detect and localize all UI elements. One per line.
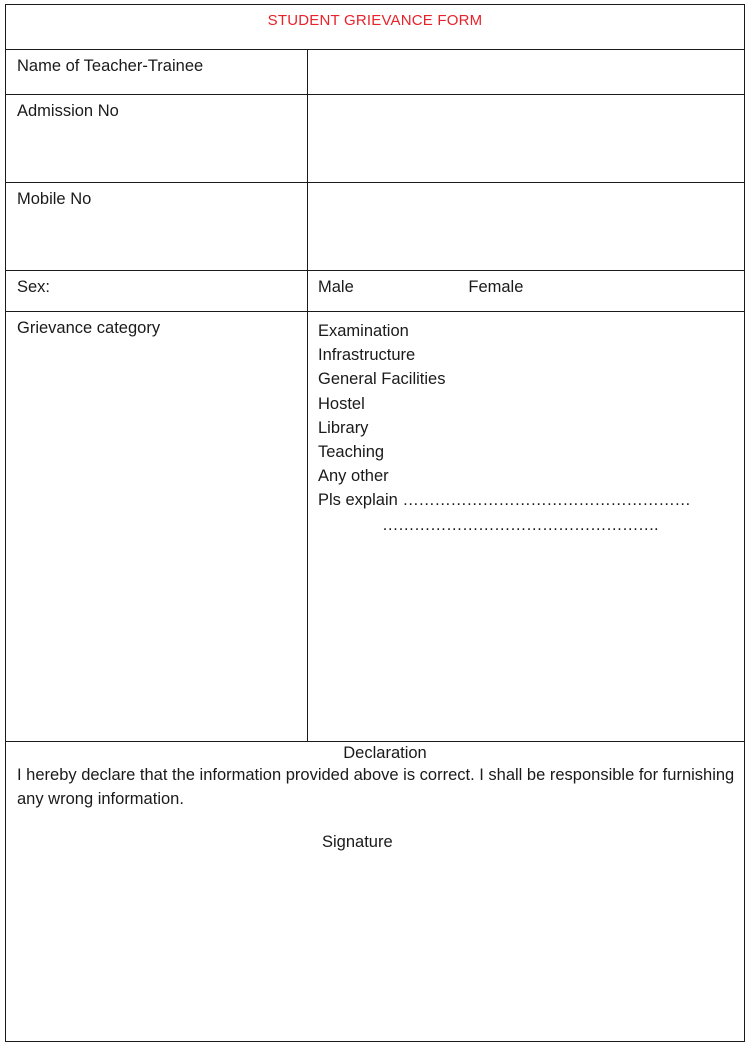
admission-row <box>6 94 744 182</box>
form-title: STUDENT GRIEVANCE FORM <box>267 12 483 29</box>
category-item-examination[interactable]: Examination <box>318 322 409 340</box>
signature-label: Signature <box>322 833 393 851</box>
sex-row <box>6 270 744 311</box>
name-label: Name of Teacher-Trainee <box>6 50 308 94</box>
declaration-block <box>6 742 744 852</box>
title-row <box>6 5 744 49</box>
category-item-general-facilities[interactable]: General Facilities <box>318 370 446 389</box>
admission-field[interactable] <box>308 95 744 189</box>
sex-label: Sex: <box>6 271 308 311</box>
category-label: Grievance category <box>6 312 308 741</box>
sex-option-female[interactable]: Female <box>468 278 524 296</box>
declaration-text: I hereby declare that the information provided above is correct. I shall be responsible for furnishing any wrong information. <box>17 766 735 808</box>
declaration-heading: Declaration <box>343 744 427 762</box>
category-item-hostel[interactable]: Hostel <box>318 394 365 413</box>
mobile-row <box>6 182 744 270</box>
explain-dots-1[interactable]: ……………………………………………… <box>402 491 691 510</box>
category-item-any-other[interactable]: Any other <box>318 467 389 486</box>
explain-dots-2[interactable]: ……………………………………………. <box>382 515 659 534</box>
category-item-library[interactable]: Library <box>318 418 369 437</box>
explain-line <box>318 488 744 512</box>
mobile-field[interactable] <box>308 183 744 277</box>
mobile-label: Mobile No <box>6 183 308 270</box>
category-item-infrastructure[interactable]: Infrastructure <box>318 346 416 365</box>
category-list <box>318 319 744 513</box>
category-row <box>6 311 744 741</box>
admission-label: Admission No <box>6 95 308 182</box>
sex-option-male[interactable]: Male <box>318 278 354 296</box>
declaration-section <box>6 741 744 1041</box>
category-item-teaching[interactable]: Teaching <box>318 443 385 462</box>
name-row <box>6 49 744 94</box>
grievance-form <box>5 4 745 1042</box>
category-options <box>308 312 744 748</box>
explain-label: Pls explain <box>318 491 403 510</box>
